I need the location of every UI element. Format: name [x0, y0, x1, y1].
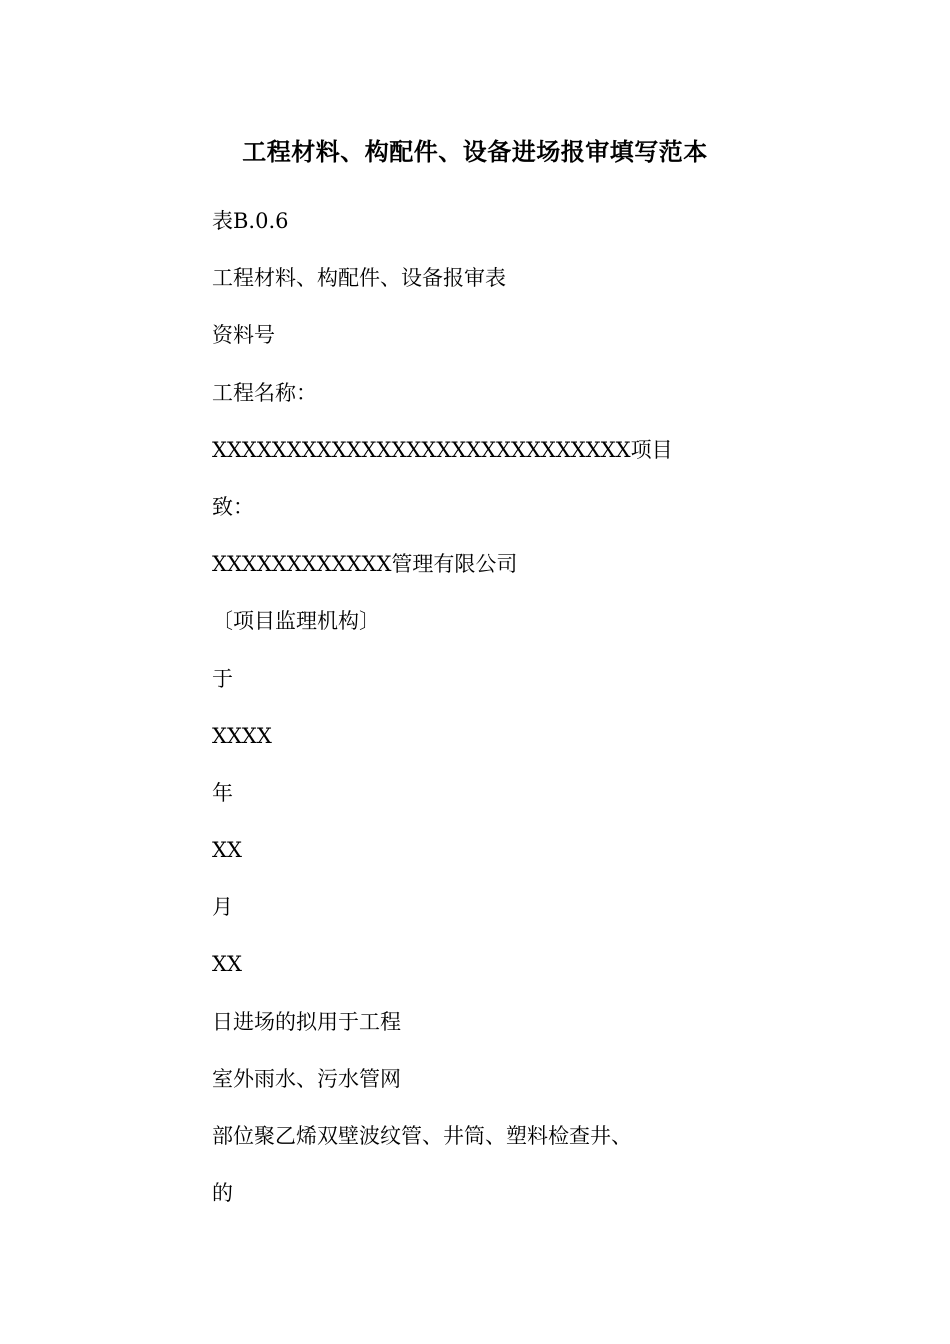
document-title: 工程材料、构配件、设备进场报审填写范本 — [242, 137, 708, 166]
recipient-company: XXXXXXXXXXXX管理有限公司 — [212, 552, 518, 577]
project-name-label: 工程名称： — [212, 380, 317, 405]
project-name-value: XXXXXXXXXXXXXXXXXXXXXXXXXXXX项目 — [212, 437, 673, 462]
entry-statement: 日进场的拟用于工程 — [212, 1009, 401, 1034]
date-day-value: XX — [212, 952, 242, 977]
trailing-text: 的 — [212, 1181, 233, 1206]
form-number: 表B.0.6 — [212, 209, 289, 233]
form-name: 工程材料、构配件、设备报审表 — [212, 266, 506, 291]
recipient-label: 致： — [212, 494, 254, 519]
materials-list: 部位聚乙烯双壁波纹管、井筒、塑料检查井、 — [212, 1124, 632, 1148]
date-prefix: 于 — [212, 666, 233, 691]
date-year-label: 年 — [212, 780, 233, 805]
work-scope: 室外雨水、污水管网 — [212, 1066, 401, 1091]
date-month-value: XX — [212, 838, 242, 863]
date-year-value: XXXX — [212, 723, 272, 748]
record-number-label: 资料号 — [212, 323, 275, 348]
document-body — [212, 204, 772, 1233]
date-month-label: 月 — [212, 895, 233, 920]
recipient-role: 〔项目监理机构〕 — [212, 609, 380, 634]
